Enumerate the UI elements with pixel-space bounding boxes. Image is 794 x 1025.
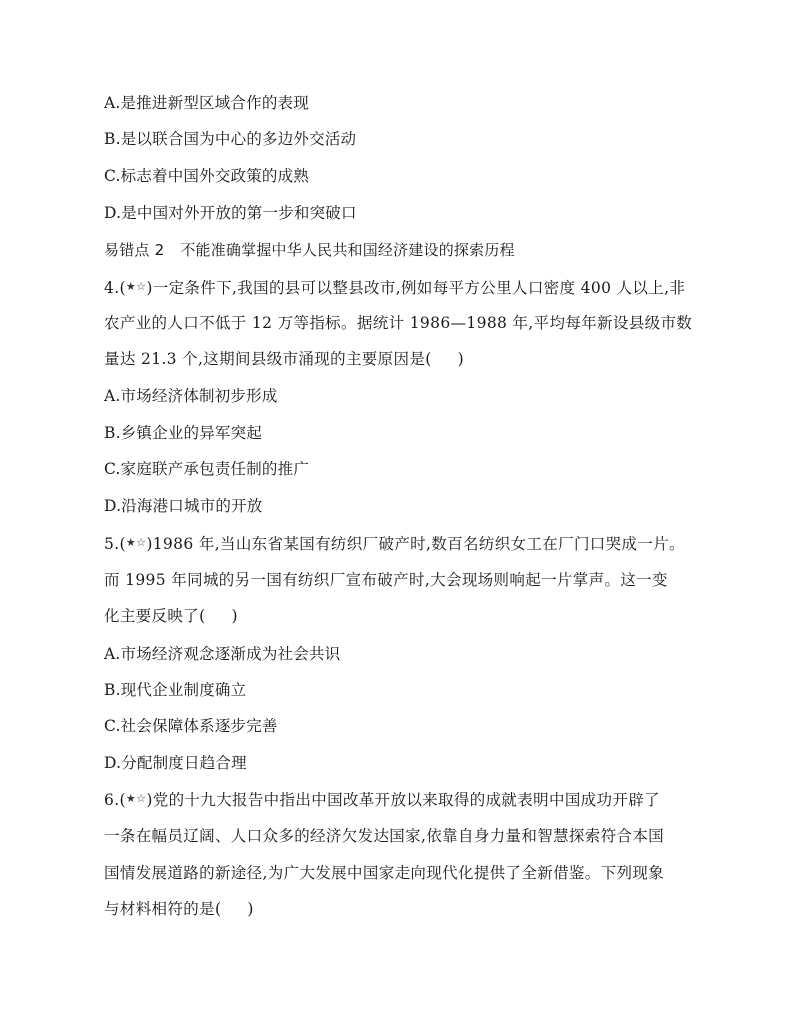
q5-stem-line-1: 5.(★☆)1986 年,当山东省某国有纺织厂破产时,数百名纺织女工在厂门口哭成一片。 — [104, 535, 685, 553]
q4-number: 4.( — [104, 279, 126, 297]
q5-stem-line-2: 而 1995 年同城的另一国有纺织厂宣布破产时,大会现场则响起一片掌声。这一变 — [104, 571, 668, 589]
q5-number: 5.( — [104, 535, 126, 553]
q4-option-c[interactable]: C.家庭联产承包责任制的推广 — [104, 460, 310, 478]
q5-option-a[interactable]: A.市场经济观念逐渐成为社会共识 — [104, 645, 341, 663]
q6-stem-line-3: 国情发展道路的新途径,为广大发展中国家走向现代化提供了全新借鉴。下列现象 — [104, 864, 665, 882]
q4-stem-line-2: 农产业的人口不低于 12 万等指标。据统计 1986—1988 年,平均每年新设县级市数 — [104, 314, 693, 332]
q5-option-d[interactable]: D.分配制度日趋合理 — [104, 754, 247, 772]
q5-option-b[interactable]: B.现代企业制度确立 — [104, 681, 247, 699]
q6-number: 6.( — [104, 791, 126, 809]
difficulty-star-icon: ★☆ — [125, 280, 147, 293]
difficulty-star-icon: ★☆ — [125, 536, 147, 549]
q4-stem-line-1: 4.(★☆)一定条件下,我国的县可以整县改市,例如每平方公里人口密度 400 人以上,非 — [104, 279, 686, 297]
q3-option-c[interactable]: C.标志着中国外交政策的成熟 — [104, 167, 310, 185]
q4-option-b[interactable]: B.乡镇企业的异军突起 — [104, 424, 263, 442]
q5-option-c[interactable]: C.社会保障体系逐步完善 — [104, 717, 278, 735]
q6-stem-line-4: 与材料相符的是( ) — [104, 900, 254, 918]
q3-option-b[interactable]: B.是以联合国为中心的多边外交活动 — [104, 130, 357, 148]
q6-stem-line-2: 一条在幅员辽阔、人口众多的经济欠发达国家,依靠自身力量和智慧探索符合本国 — [104, 827, 665, 845]
q4-stem-line-3: 量达 21.3 个,这期间县级市涌现的主要原因是( ) — [104, 350, 464, 368]
section-label: 易错点 2 — [104, 241, 165, 259]
section-heading — [104, 240, 515, 260]
q3-option-a[interactable]: A.是推进新型区域合作的表现 — [104, 94, 309, 112]
q3-option-d[interactable]: D.是中国对外开放的第一步和突破口 — [104, 204, 357, 222]
q4-option-d[interactable]: D.沿海港口城市的开放 — [104, 497, 263, 515]
difficulty-star-icon: ★☆ — [125, 792, 147, 805]
q4-option-a[interactable]: A.市场经济体制初步形成 — [104, 387, 278, 405]
q6-stem-line-1: 6.(★☆)党的十九大报告中指出中国改革开放以来取得的成就表明中国成功开辟了 — [104, 791, 660, 809]
section-title: 不能准确掌握中华人民共和国经济建设的探索历程 — [180, 241, 515, 259]
q5-stem-line-3: 化主要反映了( ) — [104, 607, 238, 625]
